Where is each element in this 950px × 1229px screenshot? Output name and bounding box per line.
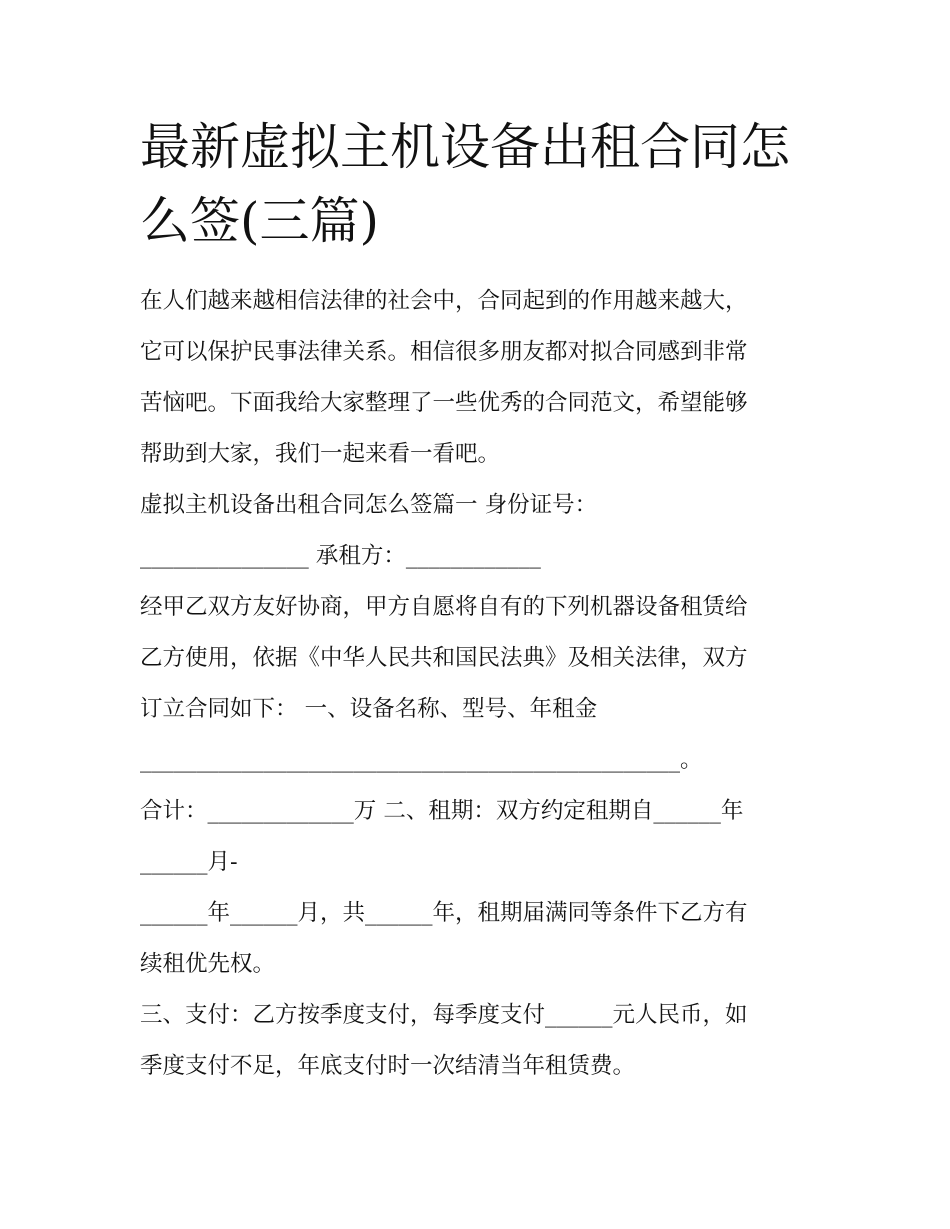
body-line-8: 乙方使用，依据《中华人民共和国民法典》及相关法律，双方 <box>140 645 748 671</box>
body-line-10: ________________________________________________。 <box>140 747 703 773</box>
document-title <box>140 110 830 258</box>
body-line-14: 续租优先权。 <box>140 951 276 977</box>
body-line-3: 苦恼吧。下面我给大家整理了一些优秀的合同范文，希望能够 <box>140 390 748 416</box>
body-line-9: 订立合同如下： 一、设备名称、型号、年租金 <box>140 696 598 722</box>
body-line-2: 它可以保护民事法律关系。相信很多朋友都对拟合同感到非常 <box>140 339 748 365</box>
body-line-5: 虚拟主机设备出租合同怎么签篇一 身份证号： <box>140 492 598 518</box>
body-line-13: ______年______月，共______年，租期届满同等条件下乙方有 <box>140 900 748 926</box>
body-line-15: 三、支付：乙方按季度支付，每季度支付______元人民币，如 <box>140 1002 748 1028</box>
body-line-1: 在人们越来越相信法律的社会中，合同起到的作用越来越大， <box>140 288 748 314</box>
body-line-12: ______月- <box>140 849 238 875</box>
title-line-1: 最新虚拟主机设备出租合同怎 <box>140 118 790 176</box>
body-line-11: 合计：_____________万 二、租期：双方约定租期自______年 <box>140 798 744 824</box>
body-line-4: 帮助到大家，我们一起来看一看吧。 <box>140 441 501 467</box>
body-line-7: 经甲乙双方友好协商，甲方自愿将自有的下列机器设备租赁给 <box>140 594 748 620</box>
body-line-16: 季度支付不足，年底支付时一次结清当年租赁费。 <box>140 1053 636 1079</box>
body-line-6: _______________ 承租方：____________ <box>140 543 541 569</box>
title-line-2: 么签(三篇) <box>140 192 380 250</box>
